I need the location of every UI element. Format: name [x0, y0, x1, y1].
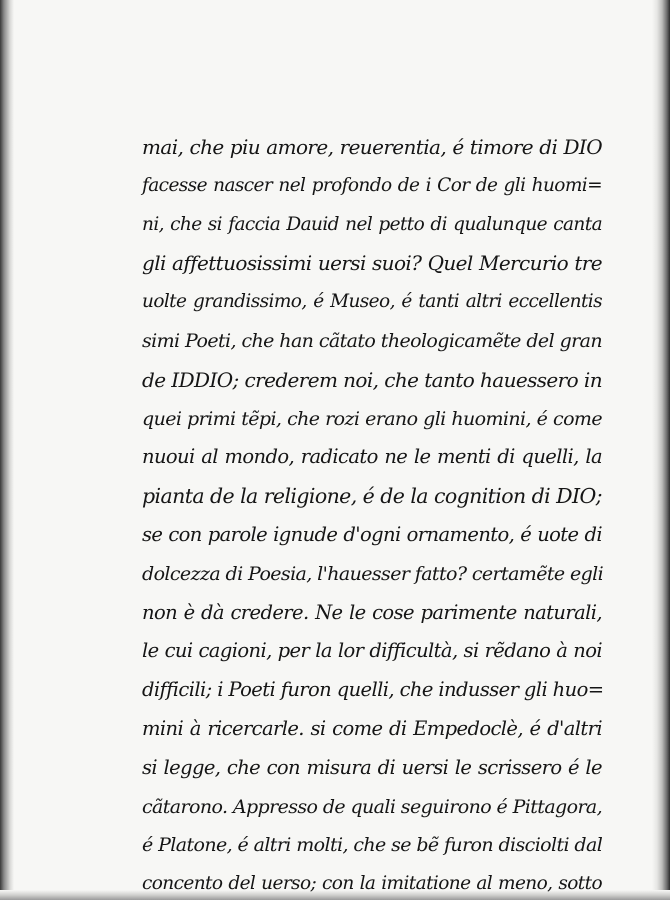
text-line: ni, che si faccia Dauid nel petto di qualunque canta [142, 213, 602, 235]
text-line: difficili; i Poeti furon quelli, che indusser gli huo= [142, 678, 604, 702]
text-line: é Platone, é altri molti, che se bẽ furon disciolti dal [142, 834, 603, 857]
text-line: se con parole ignude d'ogni ornamento, é uote di [142, 522, 602, 546]
text-line: concento del uerso; con la imitatione al meno, sotto [142, 873, 602, 895]
page-left-edge [0, 0, 14, 900]
text-line: uolte grandissimo, é Museo, é tanti altri eccellentis [142, 291, 602, 313]
text-line: si legge, che con misura di uersi le scrissero é le [142, 755, 602, 779]
text-line: simi Poeti, che han cãtato theologicamẽte del gran [142, 329, 602, 352]
text-line: le cui cagioni, per la lor difficultà, si rẽdano à noi [142, 639, 602, 663]
text-line: nuoui al mondo, radicato ne le menti di quelli, la [142, 445, 602, 469]
text-line: gli affettuosissimi uersi suoi? Quel Mercurio tre [142, 251, 602, 276]
page-right-edge [652, 0, 670, 900]
text-line: de IDDIO; crederem noi, che tanto hauessero in [142, 367, 602, 392]
body-text [142, 128, 602, 900]
text-line: mini à ricercarle. si come di Empedoclè, é d'altri [142, 716, 602, 740]
text-line: non è dà credere. Ne le cose parimente naturali, [142, 600, 602, 624]
text-line: mai, che piu amore, reuerentia, é timore di DIO [142, 135, 602, 159]
text-line: pianta de la religione, é de la cognition di DIO; [142, 484, 602, 509]
text-line: cãtarono. Appresso de quali seguirono é Pittagora, [142, 795, 603, 818]
text-line: quei primi tẽpi, che rozi erano gli huomini, é come [142, 407, 602, 430]
text-line: dolcezza di Poesia, l'hauesser fatto? certamẽte egli [142, 562, 604, 585]
text-line: facesse nascer nel profondo de i Cor de gli huomi= [142, 174, 602, 196]
